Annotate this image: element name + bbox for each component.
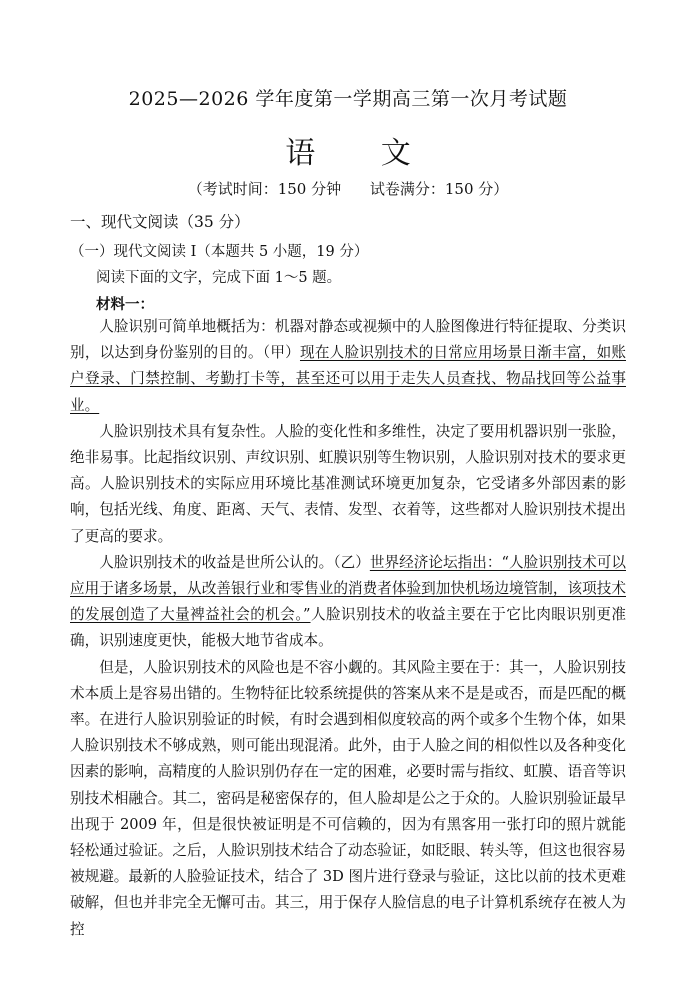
underlined-sentence-b: 世界经济论坛指出：“人脸识别技术可以应用于诸多场景，从改善银行业和零售业的消费者体验到加快机场边境管制，该项技术的发展创造了大量裨益社会的机会。” — [70, 553, 626, 624]
reading-instruction: 阅读下面的文字，完成下面 1～5 题。 — [96, 270, 342, 286]
paragraph-3 — [70, 550, 626, 655]
exam-score: 试卷满分：150 分） — [369, 180, 509, 198]
subsection-heading: （一）现代文阅读 I（本题共 5 小题，19 分） — [70, 244, 369, 260]
paragraph-4: 但是，人脸识别技术的风险也是不容小觑的。其风险主要在于：其一，人脸识别技术本质上是容易出错的。生物特征比较系统提供的答案从来不是是或否，而是匹配的概率。在进行人脸识别验证的时候，有时会遇到相似度较高的两个或多个生物个体，如果人脸识别技术不够成熟，则可能出现混淆。此外，由于人脸之间的相似性以及各种变化因素的影响，高精度的人脸识别仍存在一定的困难，必要时需与指纹、虹膜、语音等识别技术相融合。其二，密码是秘密保存的，但人脸却是公之于众的。人脸识别验证最早出现于 2009 年，但是很快被证明是不可信赖的，因为有黑客用一张打印的照片就能轻松通过验证。之后，人脸识别技术结合了动态验证，如眨眼、转头等，但这也很容易被规避。最新的人脸验证技术，结合了 3D 图片进行登录与验证，这比以前的技术更难破解，但也并非完全无懈可击。其三，用于保存人脸信息的电子计算机系统存在被人为控 — [70, 658, 626, 938]
exam-title: 2025—2026 学年度第一学期高三第一次月考试题 — [128, 88, 568, 110]
material-label: 材料一： — [96, 296, 154, 313]
paragraph-1 — [70, 314, 626, 419]
paragraph-2: 人脸识别技术具有复杂性。人脸的变化性和多维性，决定了要用机器识别一张脸，绝非易事。比起指纹识别、声纹识别、虹膜识别等生物识别，人脸识别对技术的要求更高。人脸识别技术的实际应用环境比基准测试环境更加复杂，它受诸多外部因素的影响，包括光线、角度、距离、天气、表情、发型、衣着等，这些都对人脸识别技术提出了更高的要求。 — [70, 422, 626, 545]
material-text — [70, 314, 626, 943]
paragraph-3-tail: 人脸识别技术的收益主要在于它比肉眼识别更准确，识别速度更快，能极大地节省成本。 — [70, 606, 626, 650]
exam-time: （考试时间：150 分钟 — [187, 180, 342, 198]
section-heading: 一、现代文阅读（35 分） — [70, 213, 250, 231]
exam-info — [0, 178, 696, 199]
paragraph-3-text: 人脸识别技术的收益是世所公认的。（乙） — [99, 553, 370, 571]
subject-title: 语 文 — [285, 136, 439, 171]
paragraph-1-text: 人脸识别可简单地概括为：机器对静态或视频中的人脸图像进行特征提取、分类识别，以达到身份鉴别的目的。（甲） — [70, 318, 626, 362]
underlined-sentence-a: 现在人脸识别技术的日常应用场景日渐丰富，如账户登录、门禁控制、考勤打卡等，甚至还可以用于走失人员查找、物品找回等公益事业。 — [70, 344, 626, 414]
